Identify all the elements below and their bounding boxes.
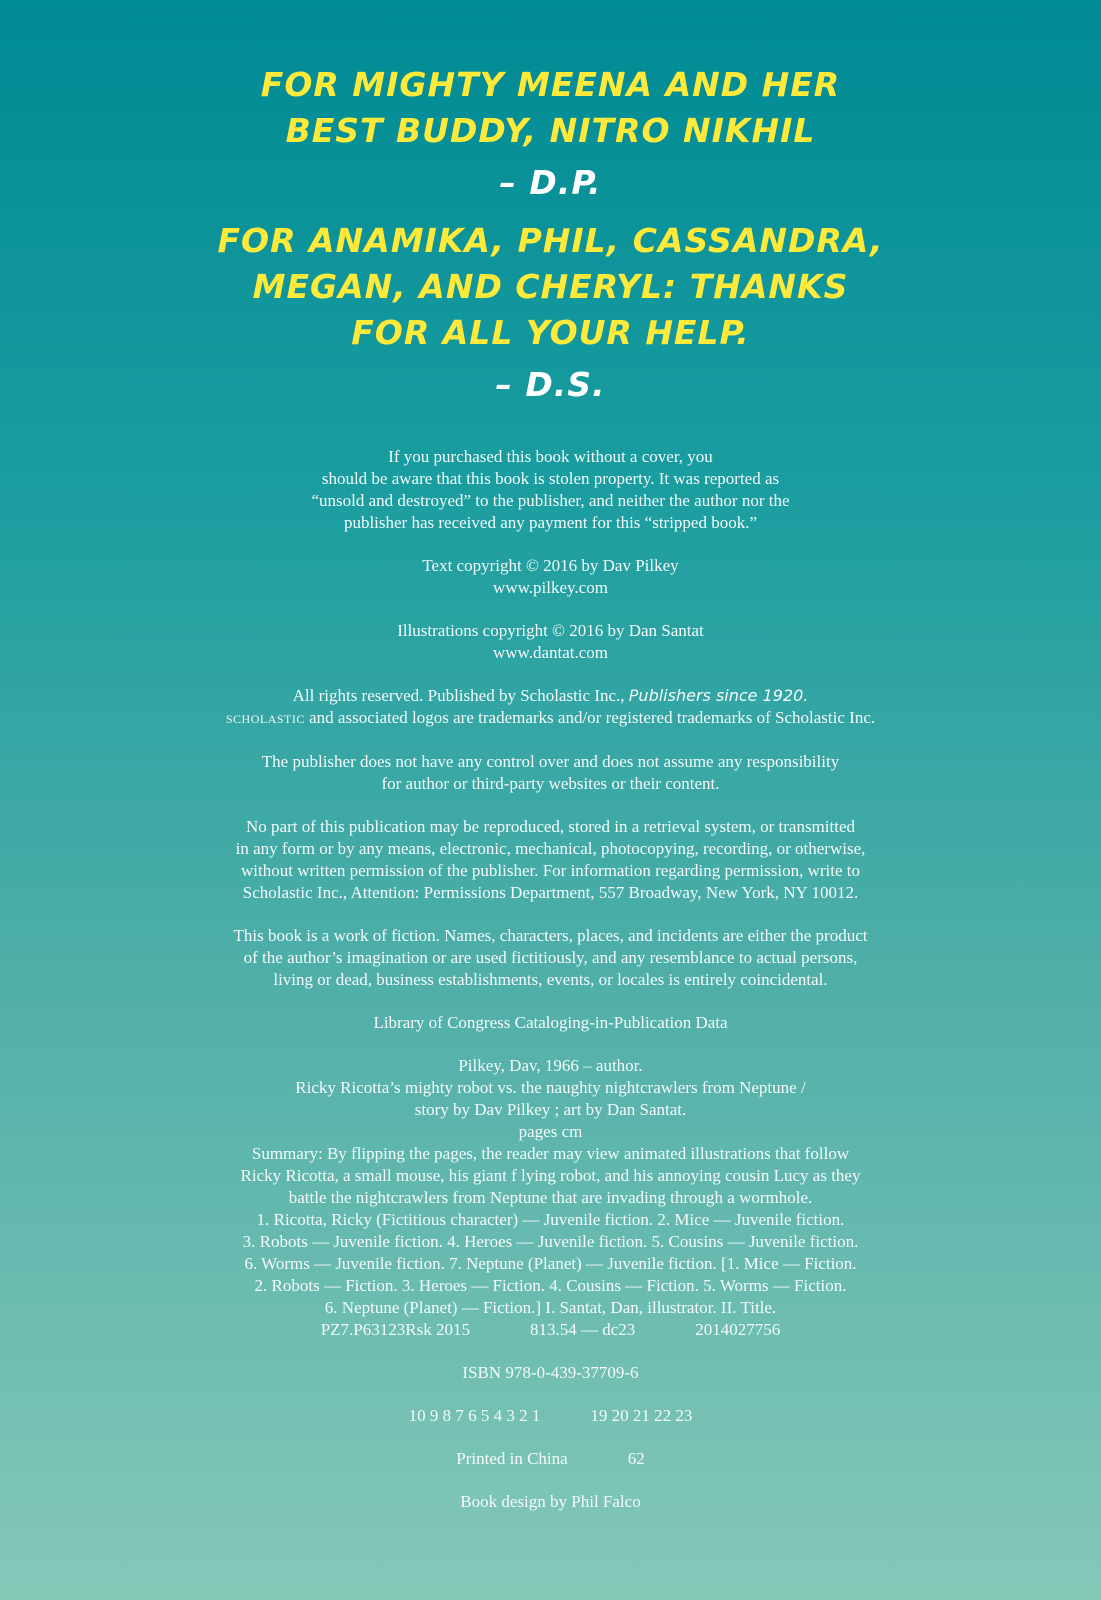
cip-line: Summary: By flipping the pages, the reader may view animated illustrations that follow xyxy=(251,1144,850,1163)
design-credit xyxy=(0,1491,1101,1513)
trademark-rest: and associated logos are trademarks and/or registered trademarks of Scholastic Inc. xyxy=(304,708,876,727)
classification-line xyxy=(0,1319,1101,1341)
legal-text xyxy=(0,446,1101,1534)
reproduction-line: No part of this publication may be reproduced, stored in a retrieval system, or transmitted xyxy=(246,817,855,836)
cip-line: 3. Robots — Juvenile fiction. 4. Heroes — Juvenile fiction. 5. Cousins — Juvenile fiction. xyxy=(242,1232,859,1251)
cip-line: 1. Ricotta, Ricky (Fictitious character) — Juvenile fiction. 2. Mice — Juvenile fiction. xyxy=(256,1210,845,1229)
dedication-line: FOR ANAMIKA, PHIL, CASSANDRA, xyxy=(217,221,884,260)
printing-years: 19 20 21 22 23 xyxy=(590,1406,693,1425)
design-credit-line: Book design by Phil Falco xyxy=(460,1492,641,1511)
printed-in xyxy=(0,1448,1101,1470)
dedication-dp xyxy=(0,62,1101,206)
stripped-book-notice xyxy=(0,446,1101,534)
cip-line: 6. Worms — Juvenile fiction. 7. Neptune (Planet) — Juvenile fiction. [1. Mice — Fiction. xyxy=(244,1254,857,1273)
cip-line: Pilkey, Dav, 1966 – author. xyxy=(458,1056,643,1075)
cip-line: Ricky Ricotta, a small mouse, his giant f lying robot, and his annoying cousin Lucy as they xyxy=(240,1166,861,1185)
isbn-line: ISBN 978-0-439-37709-6 xyxy=(462,1363,639,1382)
cip-line: Ricky Ricotta’s mighty robot vs. the naughty nightcrawlers from Neptune / xyxy=(295,1078,806,1097)
dedication-line: FOR MIGHTY MEENA AND HER xyxy=(260,65,841,104)
rights-line xyxy=(0,685,1101,707)
lcc-number: PZ7.P63123Rsk 2015 xyxy=(320,1320,470,1339)
fiction-line: This book is a work of fiction. Names, characters, places, and incidents are either the product xyxy=(233,926,868,945)
fiction-line: of the author’s imagination or are used fictitiously, and any resemblance to actual persons, xyxy=(243,948,858,967)
reproduction-line: Scholastic Inc., Attention: Permissions Department, 557 Broadway, New York, NY 10012. xyxy=(242,883,859,902)
dedication-block xyxy=(0,62,1101,420)
reproduction-line: in any form or by any means, electronic, mechanical, photocopying, recording, or otherwise, xyxy=(235,839,866,858)
printing-numbers-line xyxy=(0,1405,1101,1427)
dedication-signature: – D.P. xyxy=(499,163,602,202)
fiction-line: living or dead, business establishments, events, or locales is entirely coincidental. xyxy=(273,970,828,989)
cip-line: 2. Robots — Fiction. 3. Heroes — Fiction. 4. Cousins — Fiction. 5. Worms — Fiction. xyxy=(254,1276,847,1295)
notice-line: should be aware that this book is stolen property. It was reported as xyxy=(321,469,780,488)
publishers-since: Publishers since 1920. xyxy=(628,686,809,705)
responsibility-notice xyxy=(0,751,1101,795)
illustrations-copyright-line: Illustrations copyright © 2016 by Dan Santat xyxy=(397,621,704,640)
text-copyright-line: Text copyright © 2016 by Dav Pilkey xyxy=(422,556,679,575)
cip-block xyxy=(0,1055,1101,1341)
illustrator-website: www.dantat.com xyxy=(492,643,609,662)
ddc-number: 813.54 — dc23 xyxy=(529,1320,636,1339)
isbn xyxy=(0,1362,1101,1384)
text-copyright xyxy=(0,555,1101,599)
illustrations-copyright xyxy=(0,620,1101,664)
dedication-line: MEGAN, AND CHERYL: THANKS xyxy=(252,267,849,306)
author-website: www.pilkey.com xyxy=(493,578,608,597)
fiction-notice xyxy=(0,925,1101,991)
rights-prefix: All rights reserved. Published by Scholastic Inc., xyxy=(292,686,629,705)
dedication-ds xyxy=(0,218,1101,408)
printed-in-line xyxy=(0,1448,1101,1470)
notice-line: If you purchased this book without a cover, you xyxy=(388,447,713,466)
printing-numbers: 10 9 8 7 6 5 4 3 2 1 xyxy=(408,1406,541,1425)
scholastic-smallcaps: SCHOLASTIC xyxy=(225,712,305,726)
cip-line: pages cm xyxy=(518,1122,583,1141)
cip-line: 6. Neptune (Planet) — Fiction.] I. Santat, Dan, illustrator. II. Title. xyxy=(324,1298,777,1317)
responsibility-line: The publisher does not have any control over and does not assume any responsibility xyxy=(261,752,840,771)
printed-place: Printed in China xyxy=(456,1449,568,1468)
dedication-line: BEST BUDDY, NITRO NIKHIL xyxy=(285,111,816,150)
cip-header xyxy=(0,1012,1101,1034)
reproduction-notice xyxy=(0,816,1101,904)
lccn-number: 2014027756 xyxy=(695,1320,781,1339)
responsibility-line: for author or third-party websites or their content. xyxy=(381,774,720,793)
printer-code: 62 xyxy=(627,1449,645,1468)
cip-line: battle the nightcrawlers from Neptune that are invading through a wormhole. xyxy=(288,1188,813,1207)
reproduction-line: without written permission of the publisher. For information regarding permission, write to xyxy=(241,861,860,880)
cip-header-line: Library of Congress Cataloging-in-Publication Data xyxy=(373,1013,728,1032)
trademark-line xyxy=(0,707,1101,730)
printing-line xyxy=(0,1405,1101,1427)
cip-line: story by Dav Pilkey ; art by Dan Santat. xyxy=(414,1100,687,1119)
dedication-signature: – D.S. xyxy=(495,365,606,404)
notice-line: publisher has received any payment for this “stripped book.” xyxy=(343,513,758,532)
notice-line: “unsold and destroyed” to the publisher, and neither the author nor the xyxy=(311,491,790,510)
rights-reserved xyxy=(0,685,1101,730)
dedication-line: FOR ALL YOUR HELP. xyxy=(351,313,750,352)
